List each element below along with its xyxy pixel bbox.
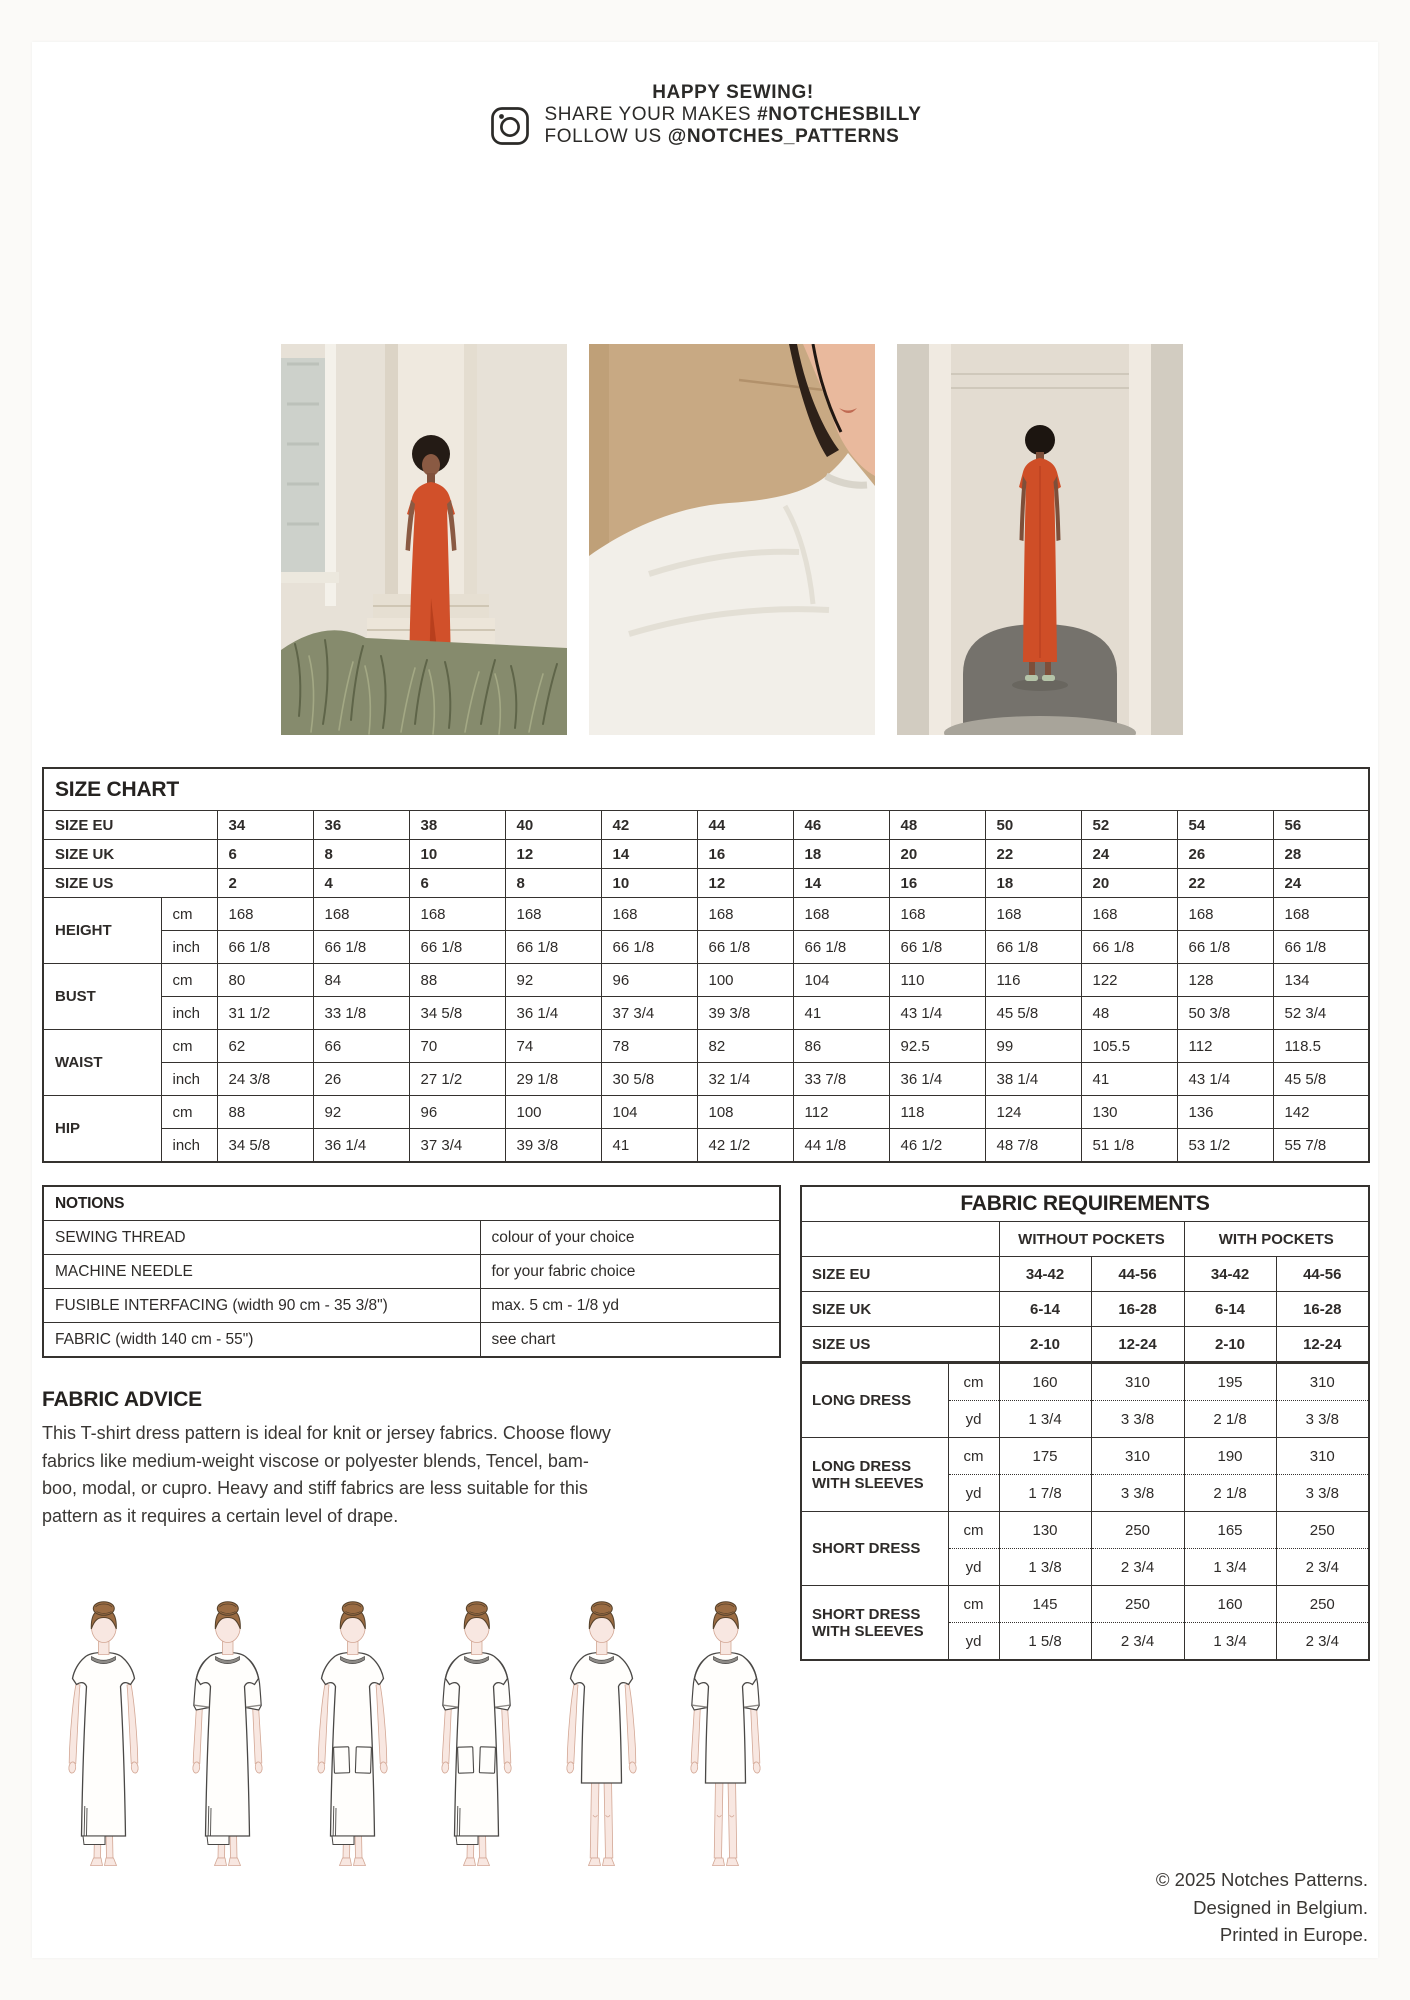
fabric-advice-line: This T-shirt dress pattern is ideal for knit or jersey fabrics. Choose flowy: [42, 1423, 611, 1443]
table-cell: 36 1/4: [313, 1129, 409, 1163]
table-cell: 96: [601, 964, 697, 997]
table-cell: 142: [1273, 1096, 1369, 1129]
table-cell: 36 1/4: [505, 997, 601, 1030]
table-cell: 168: [1177, 898, 1273, 931]
unit-label-inch: inch: [161, 997, 217, 1030]
table-cell: 34 5/8: [217, 1129, 313, 1163]
table-cell: 43 1/4: [1177, 1063, 1273, 1096]
table-cell: 53 1/2: [1177, 1129, 1273, 1163]
table-cell: 12-24: [1091, 1327, 1184, 1363]
table-cell: 310: [1276, 1438, 1369, 1475]
instagram-icon: [489, 105, 531, 147]
table-cell: 160: [1184, 1586, 1276, 1623]
table-cell: 66 1/8: [1273, 931, 1369, 964]
figure-long-dress-pockets: [295, 1600, 410, 1948]
table-cell: 50 3/8: [1177, 997, 1273, 1030]
unit-label-inch: inch: [161, 931, 217, 964]
measure-row-label: HIP: [43, 1096, 161, 1163]
size-chart-table: [42, 767, 1370, 1163]
table-cell: 82: [697, 1030, 793, 1063]
table-cell: 112: [793, 1096, 889, 1129]
table-cell: 62: [217, 1030, 313, 1063]
table-cell: 66 1/8: [409, 931, 505, 964]
table-cell: 41: [793, 997, 889, 1030]
notions-table: [42, 1185, 781, 1358]
table-cell: 12: [697, 869, 793, 898]
table-cell: 250: [1091, 1512, 1184, 1549]
table-cell: 3 3/8: [1091, 1475, 1184, 1512]
table-cell: 1 3/4: [1184, 1623, 1276, 1661]
table-cell: 195: [1184, 1363, 1276, 1401]
table-cell: 29 1/8: [505, 1063, 601, 1096]
table-cell: 250: [1276, 1586, 1369, 1623]
table-cell: 14: [793, 869, 889, 898]
table-cell: 26: [313, 1063, 409, 1096]
table-cell: 37 3/4: [601, 997, 697, 1030]
size-row-label: SIZE UK: [43, 840, 217, 869]
table-cell: 33 1/8: [313, 997, 409, 1030]
figure-long-dress-cap-sleeves: [46, 1600, 161, 1948]
table-cell: 39 3/8: [697, 997, 793, 1030]
table-cell: 118.5: [1273, 1030, 1369, 1063]
header-title: HAPPY SEWING!: [652, 82, 814, 103]
table-cell: 34-42: [1184, 1257, 1276, 1292]
notion-item: SEWING THREAD: [43, 1221, 480, 1255]
table-cell: 24: [1081, 840, 1177, 869]
table-cell: 14: [601, 840, 697, 869]
unit-label-yd: yd: [948, 1549, 999, 1586]
table-cell: 118: [889, 1096, 985, 1129]
table-cell: 99: [985, 1030, 1081, 1063]
follow-handle: @NOTCHES_PATTERNS: [667, 126, 900, 147]
table-cell: 10: [601, 869, 697, 898]
photo-model-front-orange-dress: [281, 344, 567, 735]
measure-row-label: HEIGHT: [43, 898, 161, 964]
table-cell: 250: [1091, 1586, 1184, 1623]
table-cell: 39 3/8: [505, 1129, 601, 1163]
unit-label-cm: cm: [948, 1363, 999, 1401]
table-cell: 33 7/8: [793, 1063, 889, 1096]
empty-header-cell: [801, 1222, 999, 1257]
fabric-advice-text: [42, 1420, 682, 1530]
table-cell: 16-28: [1276, 1292, 1369, 1327]
table-cell: 44-56: [1276, 1257, 1369, 1292]
notion-value: colour of your choice: [480, 1221, 780, 1255]
technical-drawings: [46, 1600, 783, 1948]
share-hashtag: #NOTCHESBILLY: [757, 104, 922, 125]
share-prefix: SHARE YOUR MAKES: [544, 104, 758, 125]
table-cell: 92: [313, 1096, 409, 1129]
header-follow-line: [545, 126, 922, 148]
table-cell: 160: [999, 1363, 1091, 1401]
unit-label-inch: inch: [161, 1129, 217, 1163]
table-cell: 100: [697, 964, 793, 997]
table-cell: 66 1/8: [985, 931, 1081, 964]
unit-label-cm: cm: [161, 1096, 217, 1129]
table-cell: 28: [1273, 840, 1369, 869]
table-cell: 26: [1177, 840, 1273, 869]
table-cell: 22: [1177, 869, 1273, 898]
dress-variant-label: LONG DRESS WITH SLEEVES: [801, 1438, 948, 1512]
table-cell: 78: [601, 1030, 697, 1063]
unit-label-cm: cm: [948, 1512, 999, 1549]
table-cell: 36: [313, 811, 409, 840]
table-cell: 310: [1091, 1363, 1184, 1401]
table-cell: 8: [505, 869, 601, 898]
unit-label-yd: yd: [948, 1475, 999, 1512]
figure-short-dress-with-sleeves: [668, 1600, 783, 1948]
table-cell: 6: [217, 840, 313, 869]
table-cell: 48: [889, 811, 985, 840]
table-cell: 37 3/4: [409, 1129, 505, 1163]
table-cell: 66 1/8: [1081, 931, 1177, 964]
photo-white-tee-closeup: [589, 344, 875, 735]
table-cell: 86: [793, 1030, 889, 1063]
table-cell: 45 5/8: [985, 997, 1081, 1030]
table-cell: 12: [505, 840, 601, 869]
table-cell: 190: [1184, 1438, 1276, 1475]
table-cell: 66 1/8: [889, 931, 985, 964]
table-cell: 130: [999, 1512, 1091, 1549]
table-cell: 310: [1276, 1363, 1369, 1401]
table-cell: 92: [505, 964, 601, 997]
unit-label-yd: yd: [948, 1401, 999, 1438]
footer-copyright: [1156, 1866, 1368, 1949]
table-cell: 34: [217, 811, 313, 840]
unit-label-inch: inch: [161, 1063, 217, 1096]
table-cell: 56: [1273, 811, 1369, 840]
table-cell: 88: [409, 964, 505, 997]
table-cell: 96: [409, 1096, 505, 1129]
table-cell: 92.5: [889, 1030, 985, 1063]
notion-value: see chart: [480, 1323, 780, 1358]
unit-label-cm: cm: [948, 1438, 999, 1475]
table-cell: 104: [601, 1096, 697, 1129]
table-cell: 128: [1177, 964, 1273, 997]
table-cell: 100: [505, 1096, 601, 1129]
table-cell: 124: [985, 1096, 1081, 1129]
notion-item: MACHINE NEEDLE: [43, 1255, 480, 1289]
table-cell: 2: [217, 869, 313, 898]
size-range-label: SIZE US: [801, 1327, 999, 1363]
table-cell: 168: [601, 898, 697, 931]
size-chart: [42, 767, 1370, 1163]
table-cell: 54: [1177, 811, 1273, 840]
table-cell: 168: [1081, 898, 1177, 931]
table-cell: 2 3/4: [1091, 1549, 1184, 1586]
table-cell: 74: [505, 1030, 601, 1063]
table-cell: 1 3/4: [999, 1401, 1091, 1438]
table-cell: 22: [985, 840, 1081, 869]
table-cell: 6-14: [999, 1292, 1091, 1327]
table-cell: 175: [999, 1438, 1091, 1475]
table-cell: 43 1/4: [889, 997, 985, 1030]
table-cell: 104: [793, 964, 889, 997]
table-cell: 32 1/4: [697, 1063, 793, 1096]
unit-label-cm: cm: [948, 1586, 999, 1623]
table-cell: 168: [409, 898, 505, 931]
table-cell: 66 1/8: [697, 931, 793, 964]
notions-title: NOTIONS: [43, 1186, 780, 1221]
table-cell: 38: [409, 811, 505, 840]
table-cell: 34 5/8: [409, 997, 505, 1030]
table-cell: 134: [1273, 964, 1369, 997]
table-cell: 24: [1273, 869, 1369, 898]
table-cell: 18: [793, 840, 889, 869]
table-cell: 112: [1177, 1030, 1273, 1063]
table-cell: 168: [793, 898, 889, 931]
table-cell: 34-42: [999, 1257, 1091, 1292]
fabric-requirements-table: [800, 1185, 1370, 1661]
table-cell: 66 1/8: [1177, 931, 1273, 964]
table-cell: 51 1/8: [1081, 1129, 1177, 1163]
table-cell: 41: [1081, 1063, 1177, 1096]
table-cell: 1 3/4: [1184, 1549, 1276, 1586]
size-chart-title: SIZE CHART: [43, 768, 1369, 811]
unit-label-yd: yd: [948, 1623, 999, 1661]
table-cell: 1 5/8: [999, 1623, 1091, 1661]
table-cell: 110: [889, 964, 985, 997]
header-text: [545, 82, 922, 148]
table-cell: 6: [409, 869, 505, 898]
table-cell: 66 1/8: [313, 931, 409, 964]
size-range-label: SIZE EU: [801, 1257, 999, 1292]
table-cell: 116: [985, 964, 1081, 997]
footer-line: © 2025 Notches Patterns.: [1155, 1869, 1368, 1890]
table-cell: 20: [1081, 869, 1177, 898]
table-cell: 3 3/8: [1276, 1475, 1369, 1512]
table-cell: 38 1/4: [985, 1063, 1081, 1096]
table-cell: 2 1/8: [1184, 1401, 1276, 1438]
table-cell: 2 3/4: [1276, 1549, 1369, 1586]
table-cell: 31 1/2: [217, 997, 313, 1030]
table-cell: 66 1/8: [793, 931, 889, 964]
fabric-advice-title: FABRIC ADVICE: [42, 1388, 202, 1411]
footer-line: Printed in Europe.: [1219, 1924, 1368, 1945]
table-cell: 130: [1081, 1096, 1177, 1129]
table-cell: 44-56: [1091, 1257, 1184, 1292]
notion-item: FABRIC (width 140 cm - 55"): [43, 1323, 480, 1358]
table-cell: 8: [313, 840, 409, 869]
figure-short-dress-cap-sleeves: [544, 1600, 659, 1948]
table-cell: 27 1/2: [409, 1063, 505, 1096]
fabric-requirements-title: FABRIC REQUIREMENTS: [801, 1186, 1369, 1222]
fabric-advice-line: pattern as it requires a certain level of drape.: [42, 1505, 399, 1526]
fabric-requirements: [800, 1185, 1370, 1661]
table-cell: 18: [985, 869, 1081, 898]
table-cell: 1 3/8: [999, 1549, 1091, 1586]
table-cell: 52 3/4: [1273, 997, 1369, 1030]
table-cell: 30 5/8: [601, 1063, 697, 1096]
table-cell: 108: [697, 1096, 793, 1129]
unit-label-cm: cm: [161, 1030, 217, 1063]
table-cell: 4: [313, 869, 409, 898]
size-range-label: SIZE UK: [801, 1292, 999, 1327]
table-cell: 165: [1184, 1512, 1276, 1549]
figure-long-dress-with-sleeves: [170, 1600, 285, 1948]
table-cell: 45 5/8: [1273, 1063, 1369, 1096]
table-cell: 84: [313, 964, 409, 997]
measure-row-label: BUST: [43, 964, 161, 1030]
table-cell: 168: [697, 898, 793, 931]
table-cell: 168: [505, 898, 601, 931]
table-cell: 2 1/8: [1184, 1475, 1276, 1512]
table-cell: 48 7/8: [985, 1129, 1081, 1163]
table-cell: 3 3/8: [1276, 1401, 1369, 1438]
unit-label-cm: cm: [161, 964, 217, 997]
table-cell: 168: [985, 898, 1081, 931]
table-cell: 80: [217, 964, 313, 997]
size-row-label: SIZE EU: [43, 811, 217, 840]
table-cell: 66 1/8: [505, 931, 601, 964]
table-cell: 2-10: [1184, 1327, 1276, 1363]
table-cell: 55 7/8: [1273, 1129, 1369, 1163]
header-share-line: [545, 104, 922, 126]
table-cell: 2 3/4: [1276, 1623, 1369, 1661]
table-cell: 20: [889, 840, 985, 869]
table-cell: 48: [1081, 997, 1177, 1030]
table-cell: 16: [889, 869, 985, 898]
table-cell: 145: [999, 1586, 1091, 1623]
table-cell: 2-10: [999, 1327, 1091, 1363]
header: [0, 82, 1410, 148]
pocket-group-header: WITHOUT POCKETS: [999, 1222, 1184, 1257]
table-cell: 1 7/8: [999, 1475, 1091, 1512]
table-cell: 44 1/8: [793, 1129, 889, 1163]
table-cell: 52: [1081, 811, 1177, 840]
table-cell: 50: [985, 811, 1081, 840]
notion-value: for your fabric choice: [480, 1255, 780, 1289]
table-cell: 122: [1081, 964, 1177, 997]
table-cell: 70: [409, 1030, 505, 1063]
table-cell: 168: [313, 898, 409, 931]
table-cell: 310: [1091, 1438, 1184, 1475]
figure-long-dress-sleeves-pockets: [419, 1600, 534, 1948]
table-cell: 41: [601, 1129, 697, 1163]
size-row-label: SIZE US: [43, 869, 217, 898]
table-cell: 66 1/8: [601, 931, 697, 964]
table-cell: 36 1/4: [889, 1063, 985, 1096]
table-cell: 66: [313, 1030, 409, 1063]
notion-item: FUSIBLE INTERFACING (width 90 cm - 35 3/8"): [43, 1289, 480, 1323]
pocket-group-header: WITH POCKETS: [1184, 1222, 1369, 1257]
notions: [42, 1185, 781, 1358]
table-cell: 88: [217, 1096, 313, 1129]
table-cell: 3 3/8: [1091, 1401, 1184, 1438]
footer-line: Designed in Belgium.: [1193, 1896, 1368, 1918]
table-cell: 105.5: [1081, 1030, 1177, 1063]
fabric-advice-line: boo, modal, or cupro. Heavy and stiff fabrics are less suitable for this: [42, 1478, 588, 1498]
table-cell: 2 3/4: [1091, 1623, 1184, 1661]
dress-variant-label: SHORT DRESS WITH SLEEVES: [801, 1586, 948, 1661]
table-cell: 10: [409, 840, 505, 869]
table-cell: 44: [697, 811, 793, 840]
table-cell: 42: [601, 811, 697, 840]
follow-prefix: FOLLOW US: [544, 126, 668, 147]
table-cell: 16: [697, 840, 793, 869]
fabric-advice-line: fabrics like medium-weight viscose or polyester blends, Tencel, bam-: [42, 1450, 589, 1471]
table-cell: 12-24: [1276, 1327, 1369, 1363]
photo-model-back-orange-dress: [897, 344, 1183, 735]
notion-value: max. 5 cm - 1/8 yd: [480, 1289, 780, 1323]
photo-row: [281, 344, 1183, 735]
table-cell: 168: [217, 898, 313, 931]
table-cell: 66 1/8: [217, 931, 313, 964]
unit-label-cm: cm: [161, 898, 217, 931]
fabric-advice: [42, 1388, 682, 1530]
table-cell: 40: [505, 811, 601, 840]
dress-variant-label: LONG DRESS: [801, 1363, 948, 1438]
table-cell: 46 1/2: [889, 1129, 985, 1163]
table-cell: 16-28: [1091, 1292, 1184, 1327]
dress-variant-label: SHORT DRESS: [801, 1512, 948, 1586]
table-cell: 168: [1273, 898, 1369, 931]
table-cell: 24 3/8: [217, 1063, 313, 1096]
table-cell: 42 1/2: [697, 1129, 793, 1163]
table-cell: 46: [793, 811, 889, 840]
table-cell: 250: [1276, 1512, 1369, 1549]
table-cell: 136: [1177, 1096, 1273, 1129]
table-cell: 6-14: [1184, 1292, 1276, 1327]
measure-row-label: WAIST: [43, 1030, 161, 1096]
table-cell: 168: [889, 898, 985, 931]
